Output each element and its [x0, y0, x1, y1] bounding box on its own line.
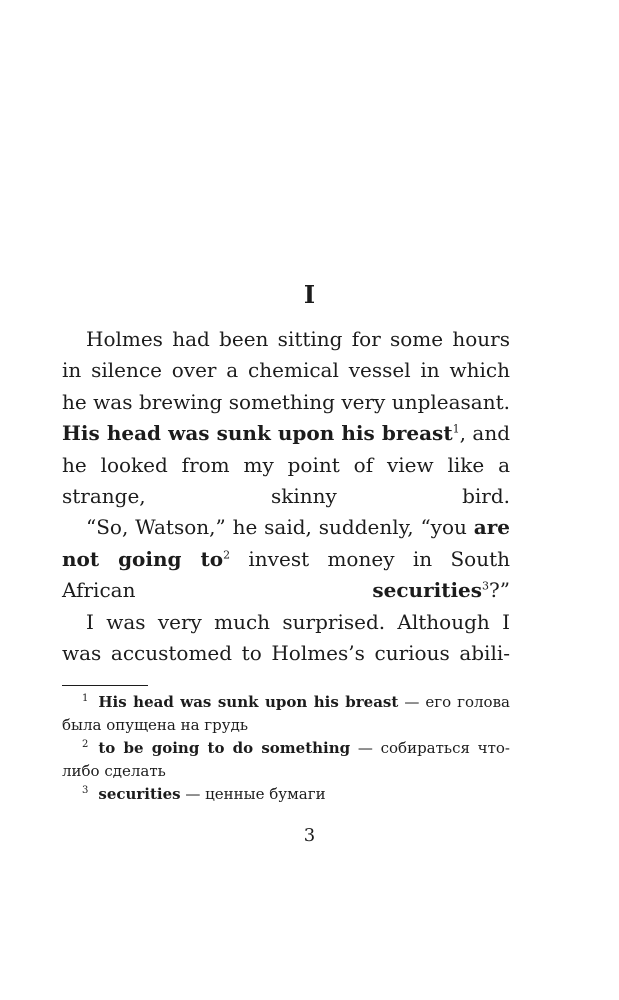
footnote-term: to be going to do something — [98, 739, 351, 757]
bold-phrase: securities — [372, 578, 483, 603]
footnote-marker: 1 — [452, 422, 460, 436]
bold-phrase: His head was sunk upon his breast — [62, 421, 453, 446]
paragraph-text: I was very much surprised. Although I was accustomed to Holmes’s curious abili- — [62, 609, 510, 666]
page-number: 3 — [303, 825, 316, 846]
body-text — [62, 324, 510, 669]
paragraph-text: Holmes had been sitting for some hours in silence over a chemical vessel in which he was brewing something very unpleasant. — [62, 327, 510, 414]
paragraph-2 — [62, 512, 510, 606]
paragraph-text: “So, Watson,” he said, suddenly, “you — [86, 515, 474, 540]
paragraph-3 — [62, 607, 510, 670]
paragraph-1 — [62, 324, 510, 512]
paragraph-text: , and he looked from my point of view like a strange, skinny bird. — [62, 421, 510, 509]
chapter-heading: I — [303, 280, 316, 309]
footnote-number: 3 — [82, 785, 89, 796]
footnote-number: 1 — [82, 693, 89, 704]
footnote-marker: 3 — [482, 579, 490, 593]
bold-phrase: are not going to — [62, 515, 510, 571]
footnote-1 — [62, 691, 510, 737]
footnote-term: His head was sunk upon his breast — [98, 693, 399, 711]
paragraph-text: ?” — [489, 578, 510, 603]
footnote-number: 2 — [82, 739, 89, 750]
footnote-divider — [62, 685, 148, 686]
footnote-definition: — ценные бумаги — [180, 785, 326, 803]
footnote-definition: — собираться что-либо сделать — [62, 739, 510, 780]
footnote-2 — [62, 737, 510, 783]
paragraph-text: invest money in South African — [62, 546, 511, 603]
footnotes — [62, 691, 510, 806]
footnote-term: securities — [98, 785, 181, 803]
footnote-definition: — его голова была опущена на грудь — [62, 693, 510, 734]
footnote-3 — [62, 783, 510, 806]
footnote-marker: 2 — [223, 548, 231, 562]
